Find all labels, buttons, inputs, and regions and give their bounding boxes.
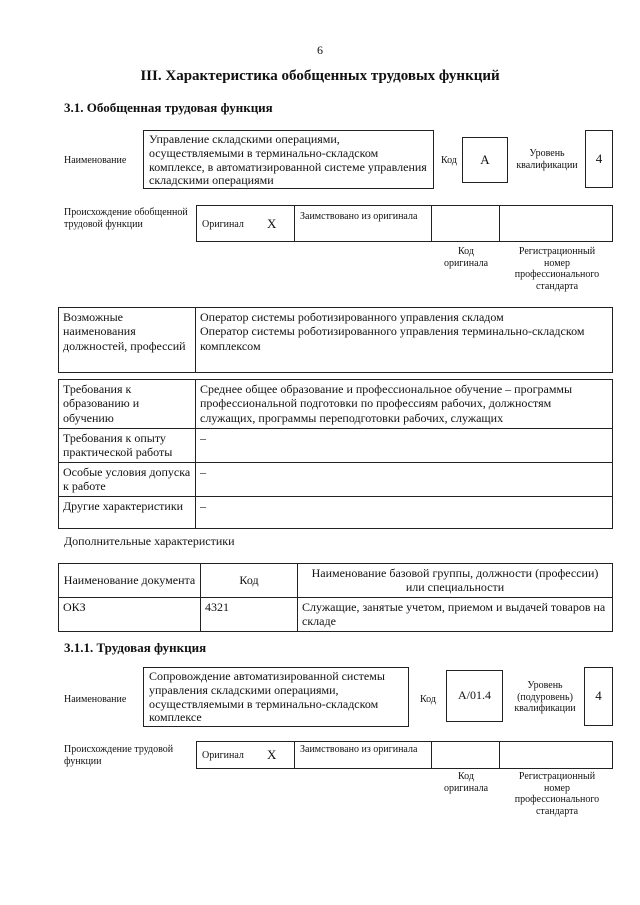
s1-name-box xyxy=(143,130,434,189)
requirements-table xyxy=(58,379,613,529)
s1-borrowed-cell xyxy=(294,205,432,242)
s2-original-cell xyxy=(196,741,295,769)
s2-code-orig-cell xyxy=(431,741,500,769)
req-exp-label: Требования к опыту практической работы xyxy=(59,429,196,463)
s2-reg-cell xyxy=(499,741,613,769)
s1-code-box xyxy=(462,137,508,183)
positions-value-1: Оператор системы роботизированного управления складом xyxy=(200,310,504,324)
extra-col-code: Код xyxy=(201,564,298,598)
positions-value-2: Оператор системы роботизированного управления терминально-складском комплексом xyxy=(200,324,585,353)
s2-original-mark: X xyxy=(267,747,277,762)
extra-title: Дополнительные характеристики xyxy=(64,534,235,548)
s2-level-label: Уровень (подуровень) квалификации xyxy=(514,680,576,714)
s2-borrowed-cell xyxy=(294,741,432,769)
s1-code-value: A xyxy=(480,152,490,167)
s2-code-label: Код xyxy=(420,694,436,705)
s2-reg-label: Регистрационный номер профессионального стандарта xyxy=(514,771,600,817)
extra-row-doc: ОКЗ xyxy=(59,597,201,631)
s2-original-label: Оригинал xyxy=(202,750,244,761)
extra-col-name: Наименование базовой группы, должности (профессии) или специальности xyxy=(298,564,613,598)
s2-name-box xyxy=(143,667,409,727)
s1-borrowed-label: Заимствовано из оригинала xyxy=(300,211,418,222)
s2-code-value: A/01.4 xyxy=(458,688,491,702)
extra-row-code: 4321 xyxy=(201,597,298,631)
s1-original-label: Оригинал xyxy=(202,219,244,230)
s1-reg-cell xyxy=(499,205,613,242)
req-other-label: Другие характеристики xyxy=(59,496,196,528)
s2-name-label: Наименование xyxy=(64,694,127,705)
extra-row-name: Служащие, занятые учетом, приемом и выдачей товаров на складе xyxy=(298,597,613,631)
s1-reg-label: Регистрационный номер профессионального стандарта xyxy=(514,246,600,292)
req-cond-label: Особые условия допуска к работе xyxy=(59,462,196,496)
s1-code-label: Код xyxy=(441,155,457,166)
positions-table xyxy=(58,307,613,373)
req-cond-value: – xyxy=(196,462,613,496)
req-other-value: – xyxy=(196,496,613,528)
s1-level-label: Уровень квалификации xyxy=(516,148,578,171)
s2-borrowed-label: Заимствовано из оригинала xyxy=(300,744,418,755)
s1-name-value: Управление складскими операциями, осуществляемыми в терминально-складском комплексе, в автоматизированной системе управления складскими операциями xyxy=(149,132,427,188)
s1-code-orig-label: Код оригинала xyxy=(443,246,489,269)
s1-level-value: 4 xyxy=(595,151,603,166)
req-edu-label: Требования к образованию и обучению xyxy=(59,380,196,429)
s1-original-cell xyxy=(196,205,295,242)
s1-level-box xyxy=(585,130,613,188)
s2-name-value: Сопровождение автоматизированной системы управления складскими операциями, осуществляемыми в терминально-складском комплексе xyxy=(149,669,385,725)
s2-code-box xyxy=(446,670,503,722)
req-exp-value: – xyxy=(196,429,613,463)
positions-value-cell xyxy=(196,308,613,373)
page-number: 6 xyxy=(317,43,323,57)
extra-col-doc: Наименование документа xyxy=(59,564,201,598)
section-3-1-1-title: 3.1.1. Трудовая функция xyxy=(64,640,207,655)
s2-code-orig-label: Код оригинала xyxy=(443,771,489,794)
s1-name-label: Наименование xyxy=(64,155,127,166)
section-3-1-title: 3.1. Обобщенная трудовая функция xyxy=(64,100,273,115)
s1-code-orig-cell xyxy=(431,205,500,242)
positions-label: Возможные наименования должностей, профессий xyxy=(59,308,196,373)
s1-origin-label: Происхождение обобщенной трудовой функции xyxy=(64,207,188,230)
s2-level-box xyxy=(584,667,613,726)
s1-original-mark: X xyxy=(267,216,277,231)
extra-table xyxy=(58,563,613,632)
s2-origin-label: Происхождение трудовой функции xyxy=(64,744,174,767)
s2-level-value: 4 xyxy=(595,688,602,703)
page-heading: III. Характеристика обобщенных трудовых функций xyxy=(140,68,500,84)
req-edu-value: Среднее общее образование и профессиональное обучение – программы профессиональной подготовки по профессиям рабочих, должностям служащих, программы переподготовки рабочих, служащих xyxy=(196,380,613,429)
